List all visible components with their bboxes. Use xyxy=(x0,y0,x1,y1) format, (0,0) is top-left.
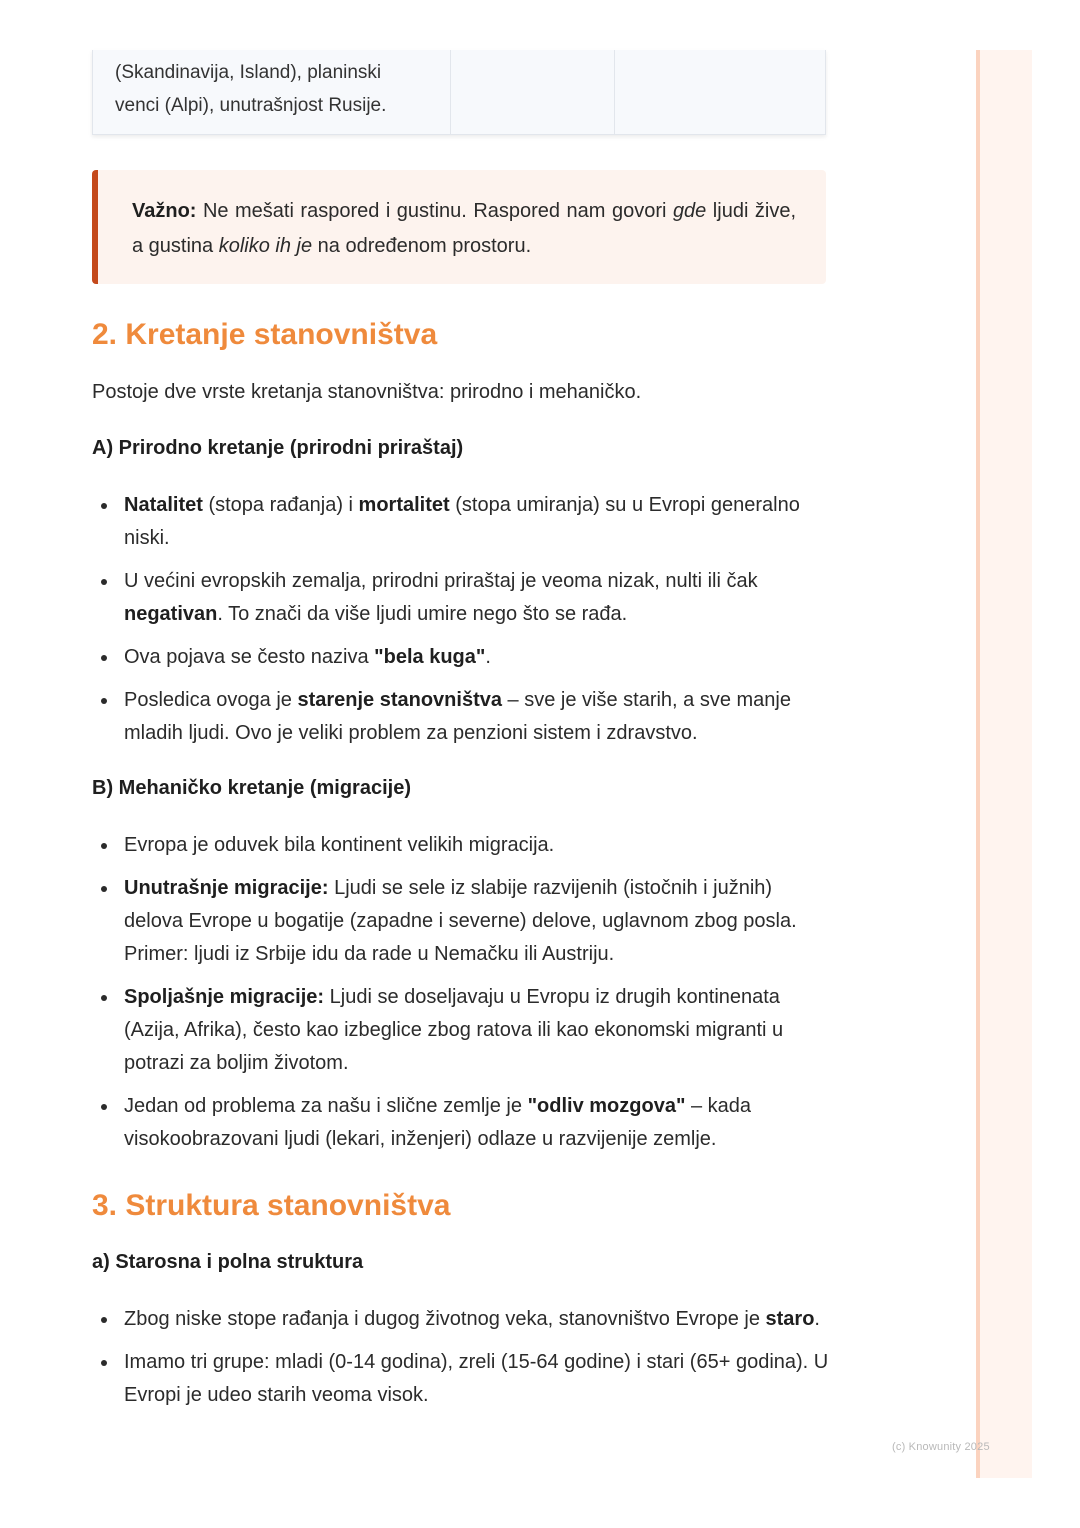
bullet-list-migracije xyxy=(92,829,832,1166)
bold-term: staro xyxy=(765,1308,815,1330)
bold-term: starenje stanovništva xyxy=(297,689,502,711)
subheading-mehanicko-kretanje: B) Mehaničko kretanje (migracije) xyxy=(92,777,411,799)
section-intro: Postoje dve vrste kretanja stanovništva: prirodno i mehaničko. xyxy=(92,381,642,403)
section-heading-kretanje: 2. Kretanje stanovništva xyxy=(92,318,438,351)
callout-emphasis: gde xyxy=(672,200,707,222)
section-heading-struktura: 3. Struktura stanovništva xyxy=(92,1189,451,1222)
table-fragment xyxy=(92,50,826,135)
list-text: Evropa je oduvek bila kontinent velikih migracija. xyxy=(124,834,555,856)
bold-term: Natalitet xyxy=(124,494,203,516)
margin-strip xyxy=(976,50,1032,1478)
list-text: Ljudi se doseljavaju u Evropu iz drugih kontinenata (Azija, Afrika), često kao izbeglice zbog ratova ili kao ekonomski migranti u potrazi za boljim životom. xyxy=(124,986,784,1074)
list-text: Imamo tri grupe: mladi (0-14 godina), zreli (15-64 godine) i stari (65+ godina). U Evropi je udeo starih veoma visok. xyxy=(124,1351,829,1406)
bold-term: mortalitet xyxy=(358,494,450,516)
list-item xyxy=(92,1346,832,1412)
list-item xyxy=(92,1090,832,1156)
list-item xyxy=(92,829,832,862)
table-cell xyxy=(451,50,615,134)
bold-term: "bela kuga" xyxy=(374,646,486,668)
bullet-list-struktura xyxy=(92,1303,832,1422)
bold-term: Spoljašnje migracije: xyxy=(124,986,325,1008)
list-item xyxy=(92,872,832,971)
list-text: – sve je više starih, a sve manje mladih ljudi. Ovo je veliki problem za penzioni sistem i zdravstvo. xyxy=(124,689,791,744)
table-cell-line: (Skandinavija, Island), planinski xyxy=(115,62,382,83)
list-item xyxy=(92,565,832,631)
list-text: Zbog niske stope rađanja i dugog životnog veka, stanovništvo Evrope je xyxy=(124,1308,766,1330)
list-item xyxy=(92,641,832,674)
list-item xyxy=(92,684,832,750)
list-item xyxy=(92,981,832,1080)
subheading-starosna-struktura: a) Starosna i polna struktura xyxy=(92,1251,364,1273)
callout-text: na određenom prostoru. xyxy=(312,235,532,257)
table-cell xyxy=(93,50,451,134)
table-cell xyxy=(615,50,825,134)
callout-label: Važno: xyxy=(132,200,197,222)
subheading-prirodno-kretanje: A) Prirodno kretanje (prirodni priraštaj) xyxy=(92,437,464,459)
list-text: Posledica ovoga je xyxy=(124,689,298,711)
bold-term: negativan xyxy=(124,603,218,625)
list-item xyxy=(92,1303,832,1336)
callout-text: ljudi žive, a gustina xyxy=(132,200,797,257)
list-item xyxy=(92,489,832,555)
callout-emphasis: koliko ih je xyxy=(218,235,313,257)
list-text: Jedan od problema za našu i slične zemlje je xyxy=(124,1095,528,1117)
list-text: – kada visokoobrazovani ljudi (lekari, inženjeri) odlaze u razvijenije zemlje. xyxy=(124,1095,752,1150)
table-cell-line: venci (Alpi), unutrašnjost Rusije. xyxy=(115,95,387,116)
important-callout xyxy=(92,170,826,284)
list-text: . To znači da više ljudi umire nego što se rađa. xyxy=(217,603,628,625)
list-text: Ljudi se sele iz slabije razvijenih (istočnih i južnih) delova Evrope u bogatije (zapadne i severne) delove, uglavnom zbog posla. Primer: ljudi iz Srbije idu da rade u Nemačku ili Austriju. xyxy=(124,877,797,965)
list-text: (stopa umiranja) su u Evropi generalno niski. xyxy=(124,494,800,549)
callout-text: Ne mešati raspored i gustinu. Raspored nam govori xyxy=(196,200,673,222)
list-text: U većini evropskih zemalja, prirodni priraštaj je veoma nizak, nulti ili čak xyxy=(124,570,758,592)
list-text: . xyxy=(814,1308,820,1330)
list-text: . xyxy=(485,646,491,668)
bold-term: "odliv mozgova" xyxy=(527,1095,686,1117)
list-text: (stopa rađanja) i xyxy=(202,494,359,516)
bullet-list-prirodno xyxy=(92,489,832,760)
list-text: Ova pojava se često naziva xyxy=(124,646,375,668)
bold-term: Unutrašnje migracije: xyxy=(124,877,329,899)
watermark: (c) Knowunity 2025 xyxy=(892,1441,990,1453)
